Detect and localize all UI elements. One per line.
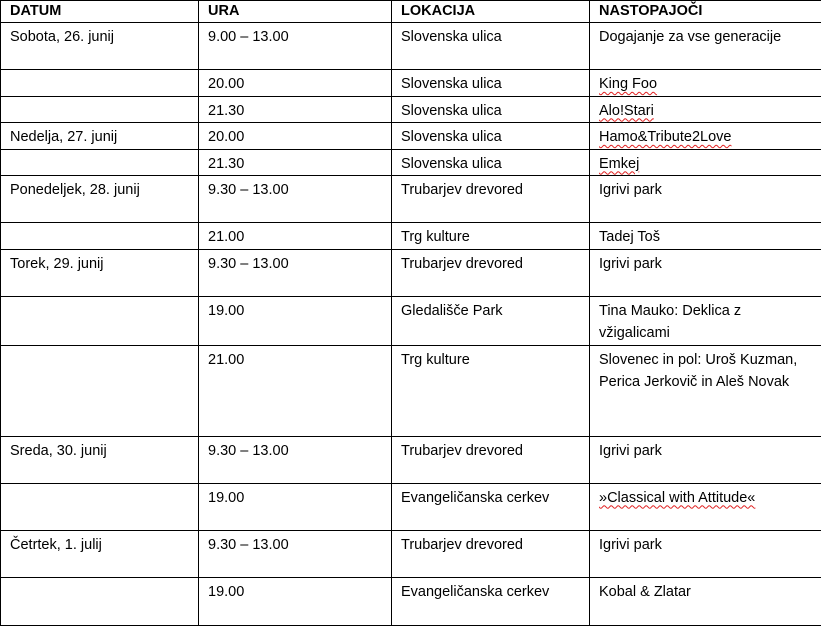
cell-time: 21.30: [199, 149, 392, 176]
cell-location: Trubarjev drevored: [392, 176, 590, 223]
cell-date: [1, 577, 199, 625]
cell-performers: Dogajanje za vse generacije: [590, 23, 821, 70]
cell-performers: Igrivi park: [590, 530, 821, 577]
cell-time: 21.00: [199, 223, 392, 250]
cell-time: 21.00: [199, 345, 392, 436]
performer-name: Hamo&Tribute2Love: [599, 129, 731, 145]
cell-location: Trg kulture: [392, 223, 590, 250]
cell-time: 9.30 – 13.00: [199, 436, 392, 483]
cell-location: Slovenska ulica: [392, 96, 590, 123]
cell-date: [1, 483, 199, 530]
table-row: [1, 70, 821, 97]
cell-time: 9.30 – 13.00: [199, 176, 392, 223]
performer-name: Emkej: [599, 156, 639, 172]
cell-performers: Tina Mauko: Deklica z vžigalicami: [590, 296, 821, 345]
cell-performers: Igrivi park: [590, 176, 821, 223]
cell-date: Ponedeljek, 28. junij: [1, 176, 199, 223]
table-row: [1, 249, 821, 296]
cell-performers: Igrivi park: [590, 249, 821, 296]
cell-location: Trubarjev drevored: [392, 436, 590, 483]
table-row: [1, 96, 821, 123]
cell-location: Gledališče Park: [392, 296, 590, 345]
cell-performers: [590, 70, 821, 97]
cell-time: 9.00 – 13.00: [199, 23, 392, 70]
header-date: DATUM: [1, 1, 199, 23]
cell-performers: [590, 483, 821, 530]
table-row: [1, 176, 821, 223]
cell-date: [1, 345, 199, 436]
table-row: [1, 123, 821, 150]
cell-time: 21.30: [199, 96, 392, 123]
cell-performers: Kobal & Zlatar: [590, 577, 821, 625]
cell-time: 19.00: [199, 483, 392, 530]
cell-time: 9.30 – 13.00: [199, 249, 392, 296]
cell-date: Četrtek, 1. julij: [1, 530, 199, 577]
cell-location: Slovenska ulica: [392, 149, 590, 176]
table-header-row: [1, 1, 821, 23]
cell-performers: Slovenec in pol: Uroš Kuzman, Perica Jerkovič in Aleš Novak: [590, 345, 821, 436]
cell-date: Sreda, 30. junij: [1, 436, 199, 483]
table-row: [1, 436, 821, 483]
header-performers: NASTOPAJOČI: [590, 1, 821, 23]
table-row: [1, 223, 821, 250]
cell-location: Slovenska ulica: [392, 123, 590, 150]
table-row: [1, 530, 821, 577]
cell-time: 20.00: [199, 70, 392, 97]
cell-date: [1, 223, 199, 250]
performer-name: King Foo: [599, 76, 657, 92]
cell-performers: [590, 149, 821, 176]
table-row: [1, 483, 821, 530]
cell-time: 9.30 – 13.00: [199, 530, 392, 577]
cell-location: Trubarjev drevored: [392, 249, 590, 296]
header-location: LOKACIJA: [392, 1, 590, 23]
cell-date: [1, 70, 199, 97]
cell-location: Slovenska ulica: [392, 70, 590, 97]
table-row: [1, 296, 821, 345]
cell-location: Trubarjev drevored: [392, 530, 590, 577]
cell-date: [1, 149, 199, 176]
cell-performers: [590, 123, 821, 150]
cell-time: 19.00: [199, 296, 392, 345]
cell-location: Trg kulture: [392, 345, 590, 436]
table-row: [1, 345, 821, 436]
performer-name: Alo!Stari: [599, 103, 654, 119]
cell-location: Evangeličanska cerkev: [392, 577, 590, 625]
cell-time: 20.00: [199, 123, 392, 150]
cell-location: Slovenska ulica: [392, 23, 590, 70]
cell-date: [1, 96, 199, 123]
cell-location: Evangeličanska cerkev: [392, 483, 590, 530]
cell-date: Torek, 29. junij: [1, 249, 199, 296]
cell-performers: Tadej Toš: [590, 223, 821, 250]
cell-date: Nedelja, 27. junij: [1, 123, 199, 150]
table-row: [1, 149, 821, 176]
cell-performers: [590, 96, 821, 123]
cell-date: [1, 296, 199, 345]
cell-performers: Igrivi park: [590, 436, 821, 483]
cell-date: Sobota, 26. junij: [1, 23, 199, 70]
header-time: URA: [199, 1, 392, 23]
table-row: [1, 577, 821, 625]
performer-name: »Classical with Attitude«: [599, 490, 755, 506]
cell-time: 19.00: [199, 577, 392, 625]
table-row: [1, 23, 821, 70]
